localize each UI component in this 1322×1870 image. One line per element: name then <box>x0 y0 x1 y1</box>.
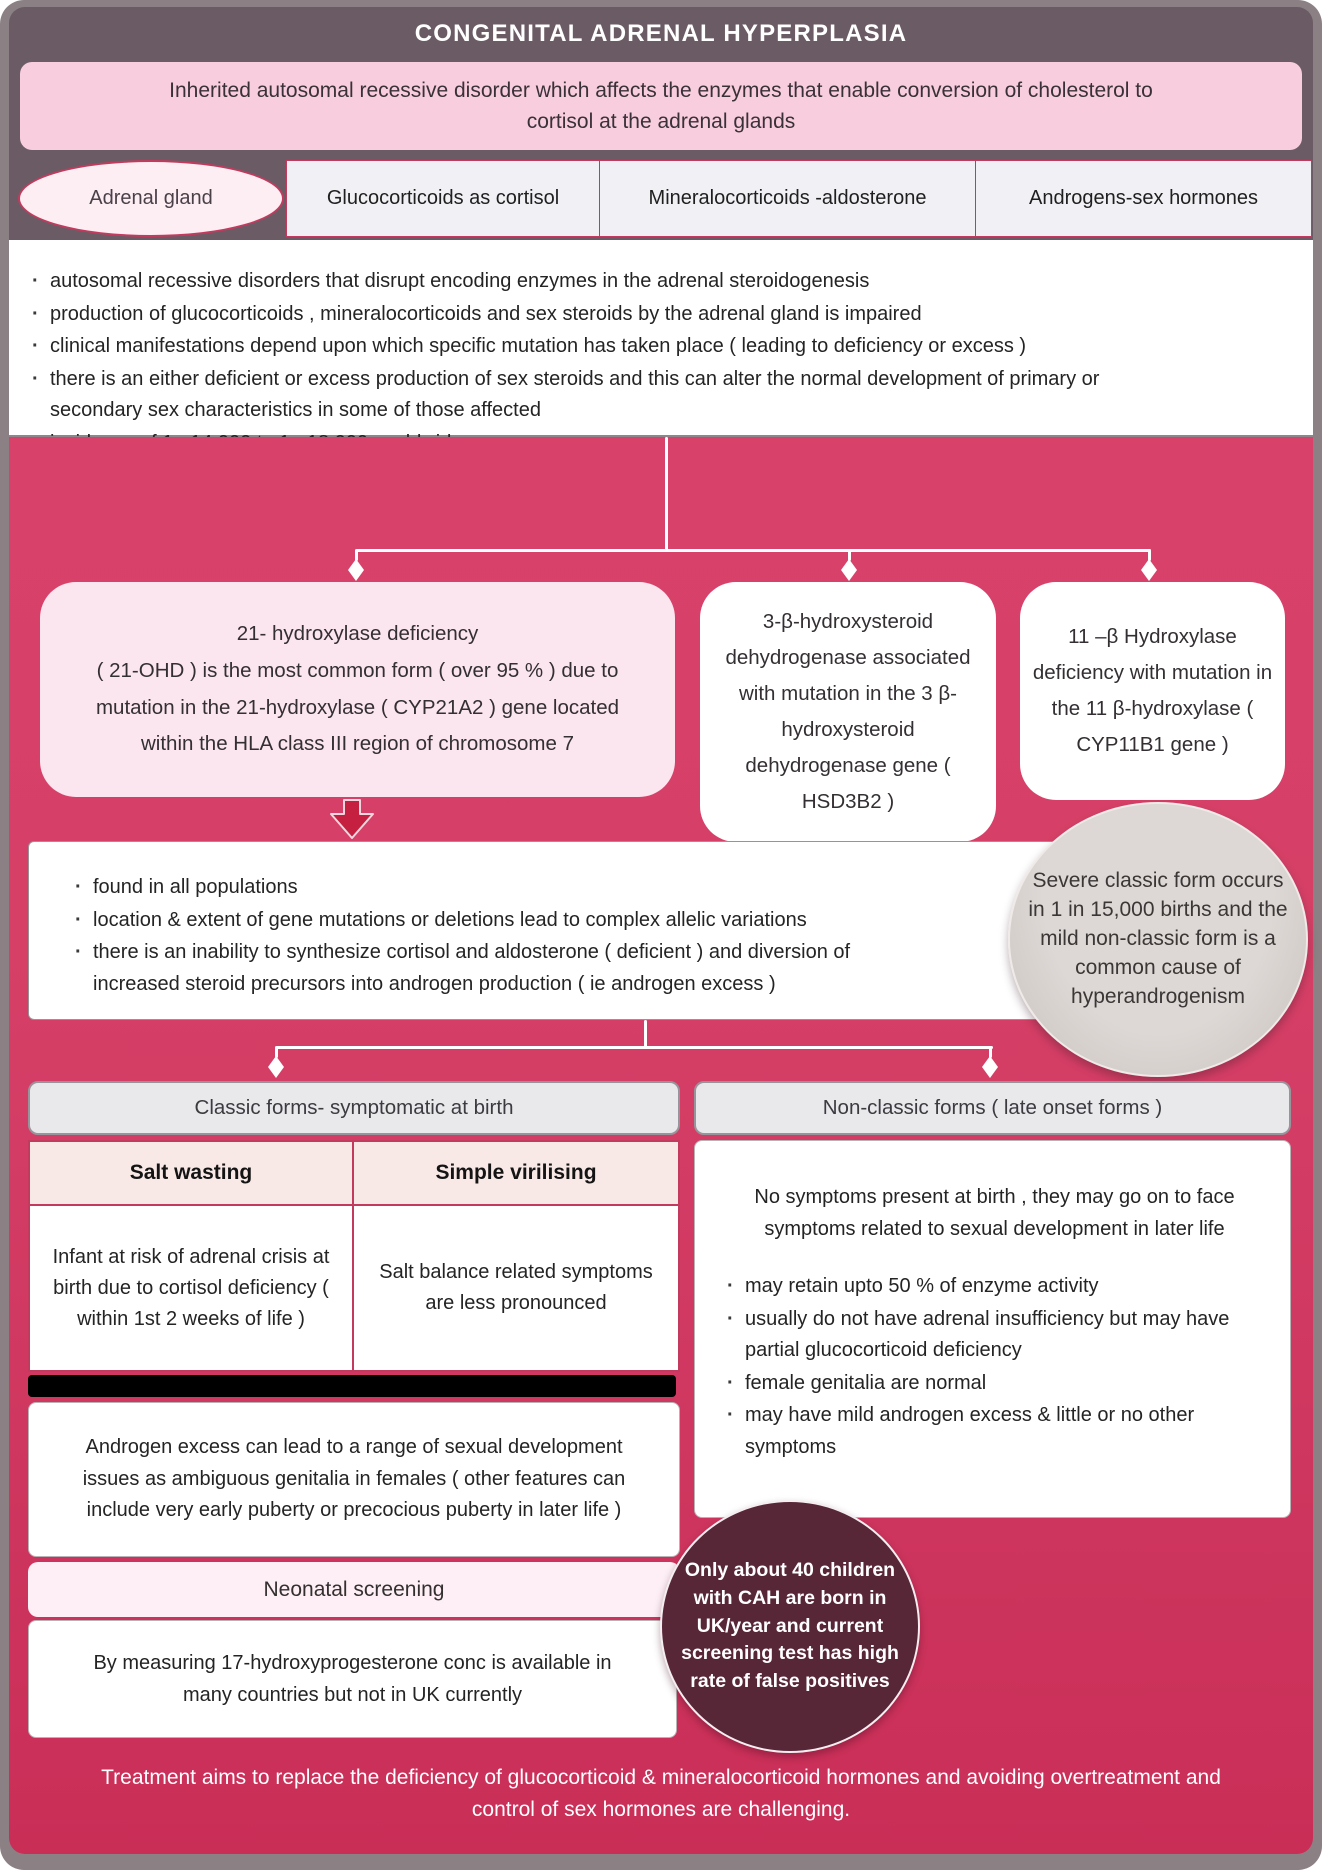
connector-horizontal <box>276 1046 993 1049</box>
subtitle-text: Inherited autosomal recessive disorder which affects the enzymes that enable conversion of cholesterol to cortisol at the adrenal glands <box>169 78 1153 133</box>
androgen-excess-box <box>28 1402 680 1557</box>
connector-drop <box>848 549 851 561</box>
populations-bullet: · location & extent of gene mutations or deletions lead to complex allelic variations <box>73 905 933 937</box>
deficiency-cyp11b1-text: 11 –β Hydroxylase deficiency with mutation in the 11 β-hydroxylase ( CYP11B1 gene ) <box>1032 625 1273 756</box>
deficiency-21-heading: 21- hydroxylase deficiency <box>236 621 479 645</box>
connector-stem <box>644 1020 647 1048</box>
classic-forms-table <box>28 1140 680 1372</box>
simple-virilising-cell: Salt balance related symptoms are less pronounced <box>354 1204 678 1370</box>
tab-androgens <box>975 160 1312 237</box>
uk-screening-circle <box>660 1500 920 1753</box>
neonatal-screening-label: Neonatal screening <box>263 1577 445 1601</box>
nonclassic-bullet: · usually do not have adrenal insufficiency but may have partial glucocorticoid deficiency <box>725 1304 1264 1367</box>
table-header-row <box>30 1142 678 1204</box>
nonclassic-bullet: · may have mild androgen excess & little or no other symptoms <box>725 1400 1264 1463</box>
classic-forms-header <box>28 1081 680 1135</box>
connector-drop <box>989 1046 992 1058</box>
tab-androgens-label: Androgens-sex hormones <box>1028 187 1258 209</box>
subtitle-box <box>20 62 1302 150</box>
deficiency-box-cyp11b1 <box>1020 582 1285 800</box>
treatment-footer <box>9 1762 1313 1825</box>
deficiency-21-body: ( 21-OHD ) is the most common form ( over 95 % ) due to mutation in the 21-hydroxylase ( CYP21A2 ) gene located within the HLA class III region of chromosome 7 <box>95 658 620 756</box>
populations-bullet: · there is an inability to synthesize cortisol and aldosterone ( deficient ) and diversion of increased steroid precursors into androgen production ( ie androgen excess ) <box>73 937 933 1000</box>
salt-wasting-cell: Infant at risk of adrenal crisis at birth due to cortisol deficiency ( within 1st 2 weeks of life ) <box>30 1204 354 1370</box>
neonatal-screening-header <box>28 1562 680 1617</box>
page-title: CONGENITAL ADRENAL HYPERPLASIA <box>414 20 908 47</box>
uk-screening-text: Only about 40 children with CAH are born in UK/year and current screening test has high rate of false positives <box>681 1559 899 1693</box>
overview-bullet: · there is an either deficient or excess production of sex steroids and this can alter the normal development of primary or secondary sex characteristics in some of those affected <box>30 364 1140 427</box>
tab-mineralocorticoids-label: Mineralocorticoids -aldosterone <box>648 187 927 209</box>
androgen-excess-text: Androgen excess can lead to a range of sexual development issues as ambiguous genitalia in females ( other features can include very early puberty or precocious puberty in later life ) <box>82 1436 626 1522</box>
simple-virilising-header: Simple virilising <box>435 1161 597 1184</box>
down-arrow-icon <box>327 799 377 839</box>
connector-stem <box>665 437 668 551</box>
deficiency-box-hsd3b2 <box>700 582 996 842</box>
populations-box <box>28 841 1160 1020</box>
treatment-footer-text: Treatment aims to replace the deficiency of glucocorticoid & mineralocorticoid hormones and avoiding overtreatment and control of sex hormones are challenging. <box>101 1766 1221 1821</box>
nonclassic-bullet: · female genitalia are normal <box>725 1368 1264 1400</box>
deficiency-box-21-hydroxylase <box>40 582 675 797</box>
tab-adrenal-gland-label: Adrenal gland <box>89 187 213 209</box>
tab-glucocorticoids <box>286 160 600 237</box>
table-body-row <box>30 1204 678 1370</box>
connector-horizontal <box>356 549 1151 552</box>
classic-forms-header-label: Classic forms- symptomatic at birth <box>194 1096 514 1119</box>
nonclassic-forms-header-label: Non-classic forms ( late onset forms ) <box>822 1096 1163 1119</box>
salt-wasting-header: Salt wasting <box>30 1142 354 1204</box>
nonclassic-forms-header <box>694 1081 1291 1135</box>
overview-bullet: · clinical manifestations depend upon which specific mutation has taken place ( leading to deficiency or excess ) <box>30 331 1140 363</box>
overview-bullet: · production of glucocorticoids , mineralocorticoids and sex steroids by the adrenal gland is impaired <box>30 299 1140 331</box>
overview-bullet: · autosomal recessive disorders that disrupt encoding enzymes in the adrenal steroidogenesis <box>30 266 1140 298</box>
deficiency-hsd3b2-text: 3-β-hydroxysteroid dehydrogenase associated with mutation in the 3 β-hydroxysteroid dehydrogenase gene ( HSD3B2 ) <box>725 610 971 813</box>
screening-box <box>28 1620 677 1738</box>
black-divider-bar <box>28 1375 676 1397</box>
nonclassic-bullet: · may retain upto 50 % of enzyme activity <box>725 1271 1264 1303</box>
connector-drop <box>1148 549 1151 561</box>
connector-drop <box>275 1046 278 1058</box>
severe-classic-circle <box>1008 802 1308 1077</box>
tab-glucocorticoids-label: Glucocorticoids as cortisol <box>326 187 560 209</box>
severe-classic-text: Severe classic form occurs in 1 in 15,000 births and the mild non-classic form is a common cause of hyperandrogenism <box>1028 869 1288 1008</box>
screening-text: By measuring 17-hydroxyprogesterone conc is available in many countries but not in UK currently <box>93 1652 612 1706</box>
connector-drop <box>355 549 358 561</box>
nonclassic-forms-box <box>694 1140 1291 1518</box>
tab-mineralocorticoids <box>599 160 976 237</box>
tab-adrenal-gland <box>18 160 284 237</box>
nonclassic-intro: No symptoms present at birth , they may go on to face symptoms related to sexual development in later life <box>754 1186 1235 1240</box>
populations-bullet: · found in all populations <box>73 872 933 904</box>
